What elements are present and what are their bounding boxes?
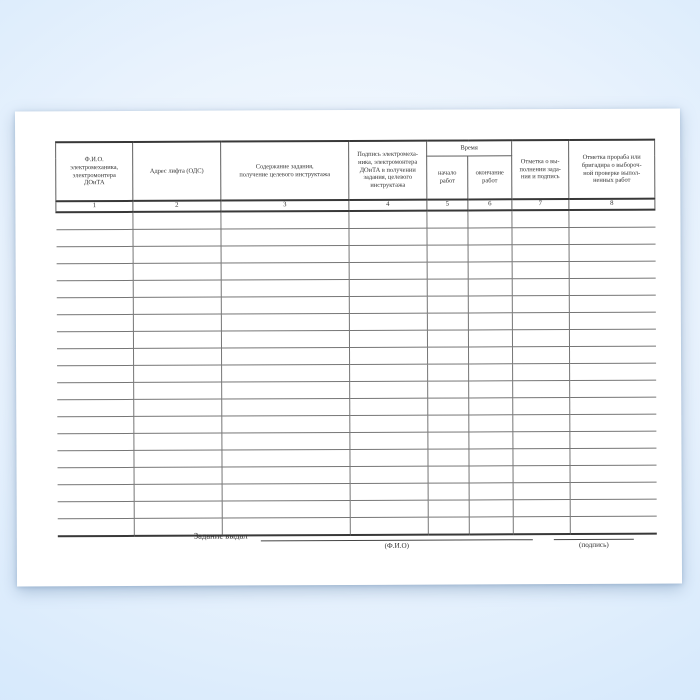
empty-cell [350,483,428,500]
empty-cell [469,381,513,398]
empty-cell [350,364,428,381]
empty-cell [350,432,428,449]
empty-cell [222,500,350,518]
empty-cell [428,415,469,432]
empty-cell [570,363,656,380]
column-number: 2 [133,201,221,212]
column-number: 3 [221,200,349,212]
empty-cell [133,314,221,331]
empty-cell [133,280,221,297]
empty-cell [221,296,349,314]
empty-cell [570,380,656,397]
empty-cell [468,245,512,262]
empty-cell [133,212,221,230]
table-header [56,140,655,213]
empty-cell [469,449,513,466]
empty-cell [221,262,349,280]
column-number: 7 [512,199,569,210]
empty-cell [570,414,656,431]
empty-cell [134,518,222,536]
empty-cell [468,228,512,245]
empty-cell [468,279,512,296]
empty-cell [134,365,222,382]
empty-cell [512,313,569,330]
empty-cell [513,500,570,517]
empty-cell [428,398,469,415]
empty-cell [468,347,512,364]
empty-cell [569,346,655,363]
empty-cell [222,483,350,501]
empty-cell [349,279,427,296]
paper-sheet [15,109,682,587]
empty-cell [349,330,427,347]
empty-cell [57,450,134,467]
empty-cell [468,262,512,279]
empty-cell [512,228,569,245]
empty-cell [349,262,427,279]
empty-cell [57,416,134,433]
empty-cell [57,365,134,382]
table-body [56,210,656,537]
header-completion-mark: Отметка о вы- полнении зада- ния и подпись [512,140,569,199]
column-number: 6 [468,199,512,210]
empty-cell [427,347,468,364]
empty-cell [222,381,350,399]
column-number: 4 [349,200,427,211]
empty-cell [570,482,656,499]
header-time-start: начало работ [427,156,468,200]
empty-cell [570,516,656,534]
empty-cell [427,313,468,330]
empty-cell [570,431,656,448]
table-row [57,516,656,536]
empty-cell [469,364,513,381]
header-task-content: Содержание задания, получение целевого инструктажа [221,141,349,201]
empty-cell [221,279,349,297]
empty-cell [427,262,468,279]
empty-cell [512,262,569,279]
empty-cell [428,500,469,517]
empty-cell [57,501,134,518]
empty-cell [569,244,655,261]
empty-cell [468,210,512,228]
empty-cell [133,297,221,314]
empty-cell [427,228,468,245]
empty-cell [427,330,468,347]
empty-cell [222,415,350,433]
empty-cell [57,348,134,365]
assignment-journal-table [55,139,657,541]
header-time-group: Время [427,140,512,156]
empty-cell [56,297,133,314]
empty-cell [428,483,469,500]
header-row [56,140,655,158]
empty-cell [134,433,222,450]
empty-cell [469,500,513,517]
empty-cell [134,348,222,365]
empty-cell [57,433,134,450]
empty-cell [468,296,512,313]
empty-cell [133,229,221,246]
empty-cell [569,227,655,244]
empty-cell [428,449,469,466]
empty-cell [349,211,427,229]
empty-cell [427,279,468,296]
empty-cell [570,465,656,482]
empty-cell [428,381,469,398]
empty-cell [221,228,349,246]
empty-cell [56,263,133,280]
signature-caption: (подпись) [578,540,609,549]
empty-cell [513,483,570,500]
empty-cell [222,347,350,365]
empty-cell [350,347,428,364]
empty-cell [134,416,222,433]
empty-cell [513,364,570,381]
empty-cell [569,278,655,295]
empty-cell [469,398,513,415]
empty-cell [350,381,428,398]
empty-cell [512,296,569,313]
empty-cell [513,449,570,466]
empty-cell [56,280,133,297]
empty-cell [427,210,468,228]
empty-cell [349,245,427,262]
empty-cell [349,296,427,313]
empty-cell [469,483,513,500]
empty-cell [469,432,513,449]
empty-cell [222,466,350,484]
empty-cell [222,398,350,416]
empty-cell [513,466,570,483]
empty-cell [222,364,350,382]
empty-cell [513,398,570,415]
empty-cell [134,399,222,416]
empty-cell [56,246,133,263]
name-caption: (Ф.И.О) [384,541,410,550]
empty-cell [512,347,569,364]
empty-cell [512,330,569,347]
empty-cell [57,518,134,536]
empty-cell [570,499,656,516]
empty-cell [134,484,222,501]
empty-cell [513,415,570,432]
empty-cell [350,466,428,483]
empty-cell [512,279,569,296]
column-number: 8 [569,199,655,210]
empty-cell [350,449,428,466]
empty-cell [350,517,428,535]
empty-cell [134,450,222,467]
empty-cell [350,398,428,415]
empty-cell [57,382,134,399]
empty-cell [570,397,656,414]
empty-cell [56,229,133,246]
empty-cell [57,467,134,484]
empty-cell [513,432,570,449]
empty-cell [512,245,569,262]
empty-cell [428,466,469,483]
empty-cell [349,313,427,330]
empty-cell [56,212,133,230]
empty-cell [569,312,655,329]
empty-cell [569,210,655,228]
empty-cell [221,245,349,263]
empty-cell [428,364,469,381]
empty-cell [469,517,513,535]
empty-cell [56,314,133,331]
empty-cell [569,329,655,346]
empty-cell [56,331,133,348]
column-number: 1 [56,201,133,212]
empty-cell [221,211,349,229]
empty-cell [221,313,349,331]
empty-cell [469,466,513,483]
empty-cell [513,517,570,535]
empty-cell [133,331,221,348]
empty-cell [468,313,512,330]
empty-cell [222,517,350,535]
header-foreman-check: Отметка прораба или бригадира о выбороч- ной проверке выпол- ненных работ [569,140,655,199]
empty-cell [512,210,569,228]
column-number: 5 [427,199,468,210]
empty-cell [569,261,655,278]
empty-cell [134,467,222,484]
empty-cell [468,330,512,347]
empty-cell [350,500,428,517]
empty-cell [133,246,221,263]
empty-cell [222,432,350,450]
empty-cell [569,295,655,312]
empty-cell [221,330,349,348]
empty-cell [133,263,221,280]
header-receipt-signature: Подпись электромеха- ника, электромонтера ДОиТА в получении задания, целевого инструктажа [349,141,427,200]
empty-cell [513,381,570,398]
empty-cell [570,448,656,465]
issued-by-label: Задание выдал [193,530,248,541]
empty-cell [428,432,469,449]
empty-cell [349,228,427,245]
empty-cell [222,449,350,467]
header-lift-address: Адрес лифта (ОДС) [133,142,221,201]
empty-cell [57,399,134,416]
empty-cell [427,245,468,262]
empty-cell [134,501,222,518]
header-time-end: окончание работ [468,156,512,200]
empty-cell [350,415,428,432]
empty-cell [427,296,468,313]
empty-cell [57,484,134,501]
empty-cell [428,517,469,535]
empty-cell [469,415,513,432]
empty-cell [134,382,222,399]
header-fio: Ф.И.О. электромеханика, электромонтера ДОиТА [56,142,133,201]
